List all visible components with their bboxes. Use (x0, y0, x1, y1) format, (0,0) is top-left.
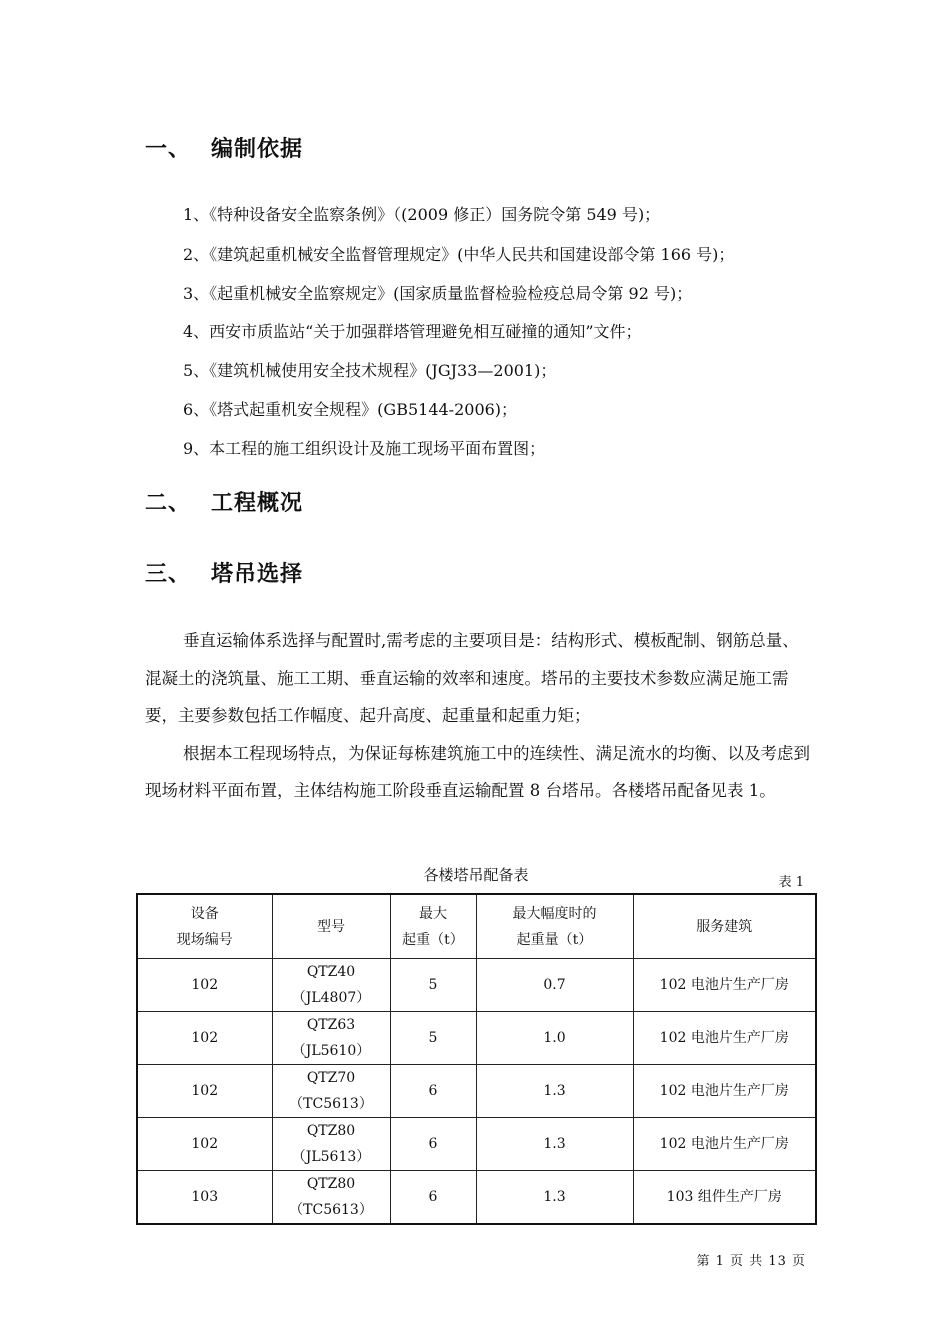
table-row (137, 1171, 816, 1225)
header-max-load: 最大 起重（t） (390, 894, 476, 959)
reference-item: 9、本工程的施工组织设计及施工现场平面布置图； (183, 439, 546, 458)
paragraph: 垂直运输体系选择与配置时,需考虑的主要项目是：结构形式、模板配制、钢筋总量、混凝土的浇筑量、施工工期、垂直运输的效率和速度。塔吊的主要技术参数应满足施工需要，主要参数包括工作幅度、起升高度、起重量和起重力矩； (145, 631, 799, 725)
reference-item: 1、《特种设备安全监察条例》（(2009 修正）国务院令第 549 号)； (183, 205, 661, 224)
cell-max-load: 6 (390, 1171, 476, 1225)
cell-max-load: 5 (390, 1012, 476, 1065)
header-load-at-max-radius: 最大幅度时的 起重量（t） (476, 894, 633, 959)
section-number: 一、 (145, 137, 192, 162)
crane-table (136, 893, 817, 1225)
cell-model: QTZ40 （JL4807） (272, 959, 390, 1012)
cell-code: 102 (137, 959, 272, 1012)
cell-load-at-max: 1.3 (476, 1118, 633, 1171)
cell-load-at-max: 1.0 (476, 1012, 633, 1065)
cell-model: QTZ70 （TC5613） (272, 1065, 390, 1118)
section-number: 三、 (145, 562, 192, 587)
table-number: 表 1 (778, 875, 804, 890)
cell-code: 102 (137, 1012, 272, 1065)
cell-max-load: 6 (390, 1118, 476, 1171)
section-heading-overview (145, 486, 303, 517)
cell-max-load: 6 (390, 1065, 476, 1118)
cell-load-at-max: 1.3 (476, 1171, 633, 1225)
section-heading-basis (145, 132, 303, 163)
reference-item: 3、《起重机械安全监察规定》(国家质量监督检验检疫总局令第 92 号)； (183, 284, 693, 303)
body-text (145, 622, 815, 810)
cell-building: 103 组件生产厂房 (633, 1171, 816, 1225)
cell-building: 102 电池片生产厂房 (633, 1012, 816, 1065)
cell-building: 102 电池片生产厂房 (633, 1065, 816, 1118)
table-header-row (137, 894, 816, 959)
header-service-building: 服务建筑 (633, 894, 816, 959)
paragraph: 根据本工程现场特点，为保证每栋建筑施工中的连续性、满足流水的均衡、以及考虑到现场材料平面布置，主体结构施工阶段垂直运输配置 8 台塔吊。各楼塔吊配备见表 1。 (145, 743, 810, 800)
section-title: 塔吊选择 (211, 562, 304, 587)
section-number: 二、 (145, 491, 192, 516)
section-title: 工程概况 (211, 491, 304, 516)
cell-code: 102 (137, 1118, 272, 1171)
cell-building: 102 电池片生产厂房 (633, 959, 816, 1012)
cell-building: 102 电池片生产厂房 (633, 1118, 816, 1171)
table-caption: 各楼塔吊配备表 (423, 866, 529, 884)
table-row (137, 1118, 816, 1171)
cell-model: QTZ63 （JL5610） (272, 1012, 390, 1065)
cell-load-at-max: 1.3 (476, 1065, 633, 1118)
cell-max-load: 5 (390, 959, 476, 1012)
cell-code: 102 (137, 1065, 272, 1118)
table-row (137, 959, 816, 1012)
cell-load-at-max: 0.7 (476, 959, 633, 1012)
header-model: 型号 (272, 894, 390, 959)
page-footer: 第 1 页 共 13 页 (696, 1254, 806, 1269)
header-equipment-code: 设备 现场编号 (137, 894, 272, 959)
reference-item: 5、《建筑机械使用安全技术规程》(JGJ33—2001)； (183, 361, 557, 380)
table-row (137, 1012, 816, 1065)
reference-item: 4、西安市质监站“关于加强群塔管理避免相互碰撞的通知”文件； (183, 322, 642, 341)
cell-code: 103 (137, 1171, 272, 1225)
cell-model: QTZ80 （TC5613） (272, 1171, 390, 1225)
section-title: 编制依据 (211, 137, 304, 162)
table-row (137, 1065, 816, 1118)
reference-item: 6、《塔式起重机安全规程》(GB5144-2006)； (183, 400, 518, 419)
section-heading-crane-selection (145, 557, 303, 588)
cell-model: QTZ80 （JL5613） (272, 1118, 390, 1171)
reference-item: 2、《建筑起重机械安全监督管理规定》(中华人民共和国建设部令第 166 号)； (183, 245, 735, 264)
